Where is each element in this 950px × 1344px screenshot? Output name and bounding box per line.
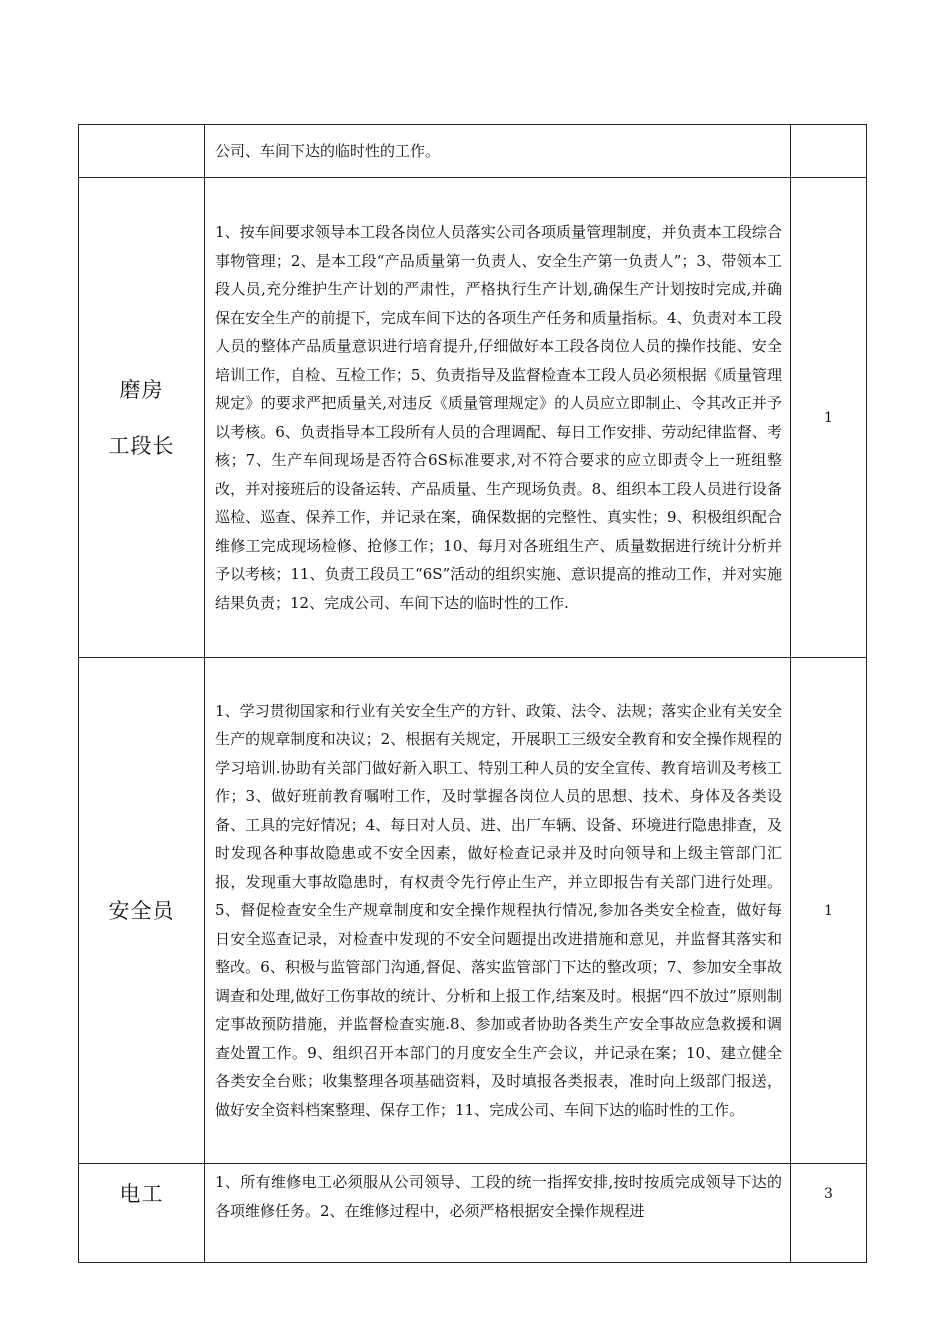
duty-description: 公司、车间下达的临时性的工作。 bbox=[205, 125, 791, 178]
table-row bbox=[79, 658, 867, 1164]
headcount bbox=[791, 125, 867, 178]
role-cell bbox=[79, 658, 205, 1164]
duty-description: 1、所有维修电工必须服从公司领导、工段的统一指挥安排,按时按质完成领导下达的各项维修任务。2、在维修过程中，必须严格根据安全操作规程进 bbox=[205, 1164, 791, 1263]
table-row bbox=[79, 1164, 867, 1263]
headcount: 1 bbox=[791, 178, 867, 658]
role-name-line2: 工段长 bbox=[108, 433, 175, 458]
table-row bbox=[79, 178, 867, 658]
role-name-line1: 磨房 bbox=[119, 377, 164, 402]
table-row bbox=[79, 125, 867, 178]
role-cell bbox=[79, 178, 205, 658]
role-name: 安全员 bbox=[108, 898, 175, 923]
role-cell bbox=[79, 125, 205, 178]
role-name: 电工 bbox=[119, 1182, 164, 1206]
headcount: 3 bbox=[791, 1164, 867, 1263]
duty-description: 1、按车间要求领导本工段各岗位人员落实公司各项质量管理制度，并负责本工段综合事物管理；2、是本工段“产品质量第一负责人、安全生产第一负责人”；3、带领本工段人员,充分维护生产计划的严肃性，严格执行生产计划,确保生产计划按时完成,并确保在安全生产的前提下，完成车间下达的各项生产任务和质量指标。4、负责对本工段人员的整体产品质量意识进行培育提升,仔细做好本工段各岗位人员的操作技能、安全培训工作，自检、互检工作；5、负责指导及监督检查本工段人员必须根据《质量管理规定》的要求严把质量关,对违反《质量管理规定》的人员应立即制止、令其改正并予以考核。6、负责指导本工段所有人员的合理调配、每日工作安排、劳动纪律监督、考核；7、生产车间现场是否符合6S标准要求,对不符合要求的应立即责令上一班组整改，并对接班后的设备运转、产品质量、生产现场负责。8、组织本工段人员进行设备巡检、巡查、保养工作，并记录在案，确保数据的完整性、真实性；9、积极组织配合维修工完成现场检修、抢修工作；10、每月对各班组生产、质量数据进行统计分析并予以考核；11、负责工段员工“6S”活动的组织实施、意识提高的推动工作，并对实施结果负责；12、完成公司、车间下达的临时性的工作. bbox=[205, 178, 791, 658]
headcount: 1 bbox=[791, 658, 867, 1164]
duty-description: 1、学习贯彻国家和行业有关安全生产的方针、政策、法令、法规；落实企业有关安全生产的规章制度和决议；2、根据有关规定，开展职工三级安全教育和安全操作规程的学习培训.协助有关部门做好新入职工、特别工种人员的安全宣传、教育培训及考核工作；3、做好班前教育嘱咐工作，及时掌握各岗位人员的思想、技术、身体及各类设备、工具的完好情况；4、每日对人员、进、出厂车辆、设备、环境进行隐患排查，及时发现各种事故隐患或不安全因素，做好检查记录并及时向领导和上级主管部门汇报，发现重大事故隐患时，有权责令先行停止生产，并立即报告有关部门进行处理。5、督促检查安全生产规章制度和安全操作规程执行情况,参加各类安全检查，做好每日安全巡查记录，对检查中发现的不安全问题提出改进措施和意见，并监督其落实和整改。6、积极与监管部门沟通,督促、落实监管部门下达的整改项；7、参加安全事故调查和处理,做好工伤事故的统计、分析和上报工作,结案及时。根据“四不放过”原则制定事故预防措施，并监督检查实施.8、参加或者协助各类生产安全事故应急救援和调查处置工作。9、组织召开本部门的月度安全生产会议，并记录在案；10、建立健全各类安全台账；收集整理各项基础资料，及时填报各类报表，准时向上级部门报送，做好安全资料档案整理、保存工作；11、完成公司、车间下达的临时性的工作。 bbox=[205, 658, 791, 1164]
job-duty-table bbox=[78, 124, 867, 1263]
role-cell bbox=[79, 1164, 205, 1263]
